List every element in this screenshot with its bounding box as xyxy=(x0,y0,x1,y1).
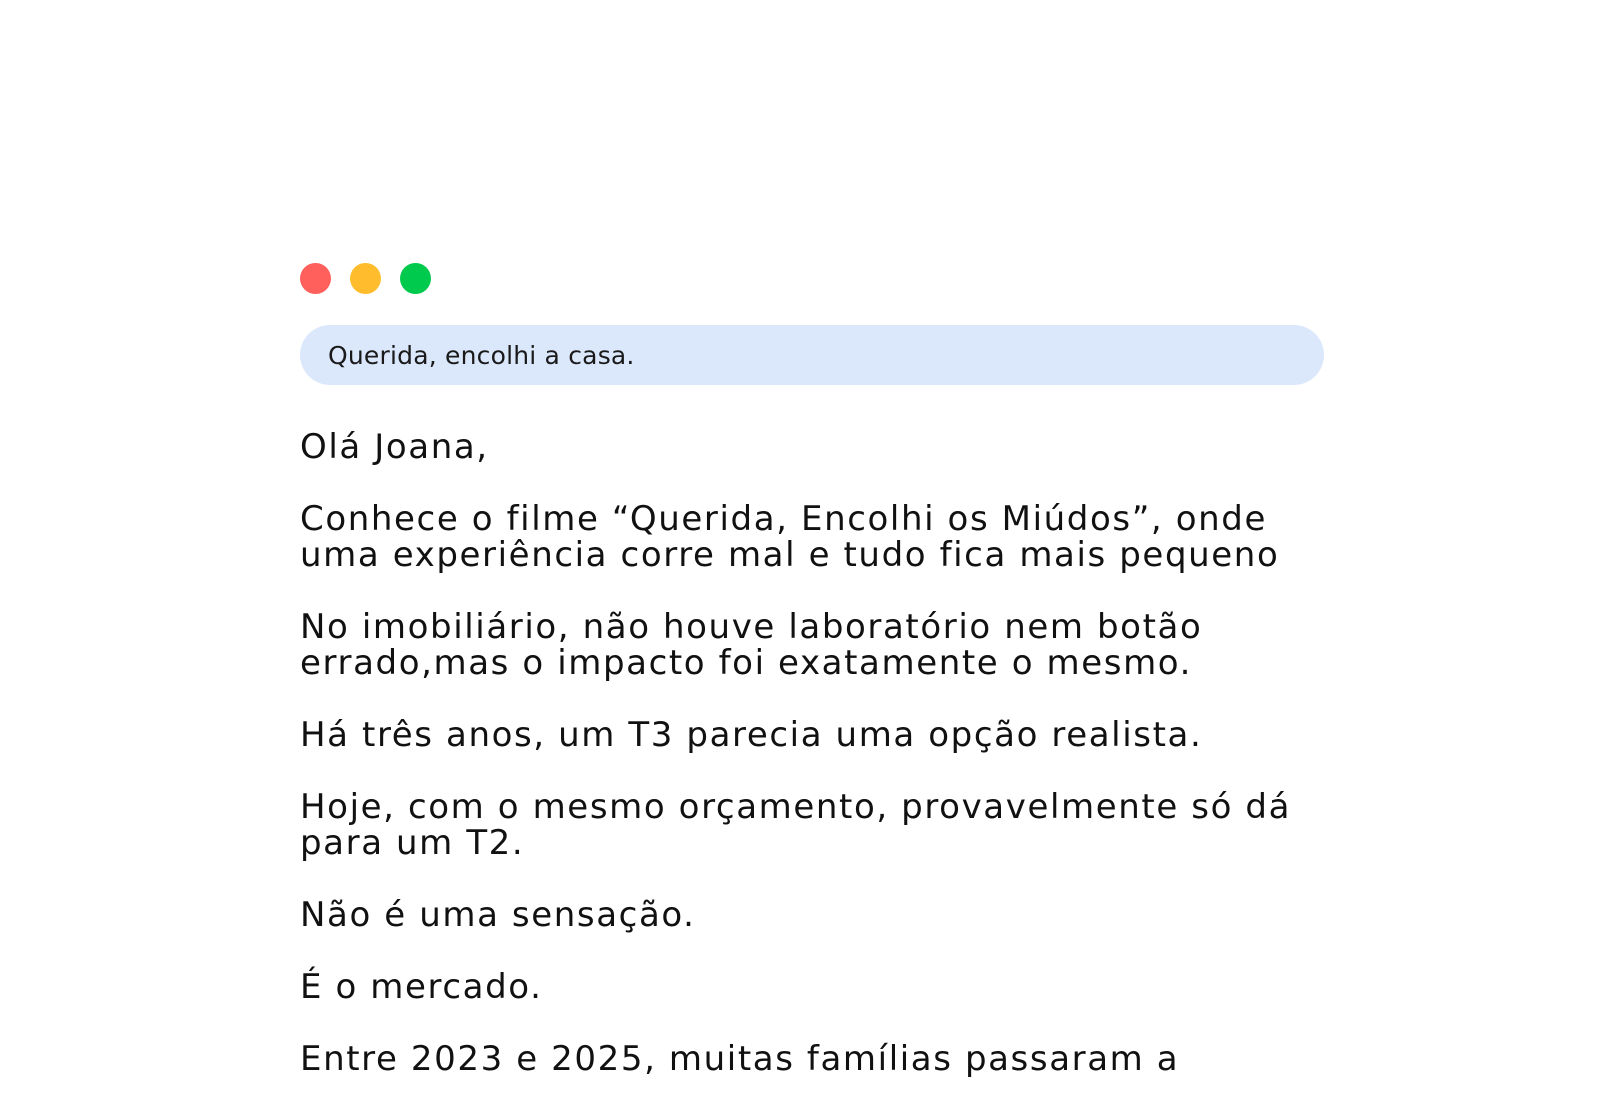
maximize-dot-icon[interactable] xyxy=(400,263,431,294)
window-controls xyxy=(300,262,1324,295)
letter-paragraph: Há três anos, um T3 parecia uma opção realista. xyxy=(300,715,1203,755)
letter-paragraph: Conhece o filme “Querida, Encolhi os Miúdos”, onde uma experiência corre mal e tudo fica mais pequeno xyxy=(300,499,1280,575)
letter-paragraph: Entre 2023 e 2025, muitas famílias passaram a xyxy=(300,1039,1180,1079)
letter-paragraph: Hoje, com o mesmo orçamento, provavelmente só dá para um T2. xyxy=(300,787,1291,863)
minimize-dot-icon[interactable] xyxy=(350,263,381,294)
letter-paragraph: É o mercado. xyxy=(300,967,543,1007)
close-dot-icon[interactable] xyxy=(300,263,331,294)
email-window xyxy=(300,262,1324,1113)
letter-greeting: Olá Joana, xyxy=(300,427,489,467)
letter-body xyxy=(300,429,1324,1077)
letter-paragraph: Não é uma sensação. xyxy=(300,895,696,935)
letter-paragraph: No imobiliário, não houve laboratório nem botão errado,mas o impacto foi exatamente o mesmo. xyxy=(300,607,1203,683)
subject-text: Querida, encolhi a casa. xyxy=(328,340,635,370)
subject-bar xyxy=(300,325,1324,385)
